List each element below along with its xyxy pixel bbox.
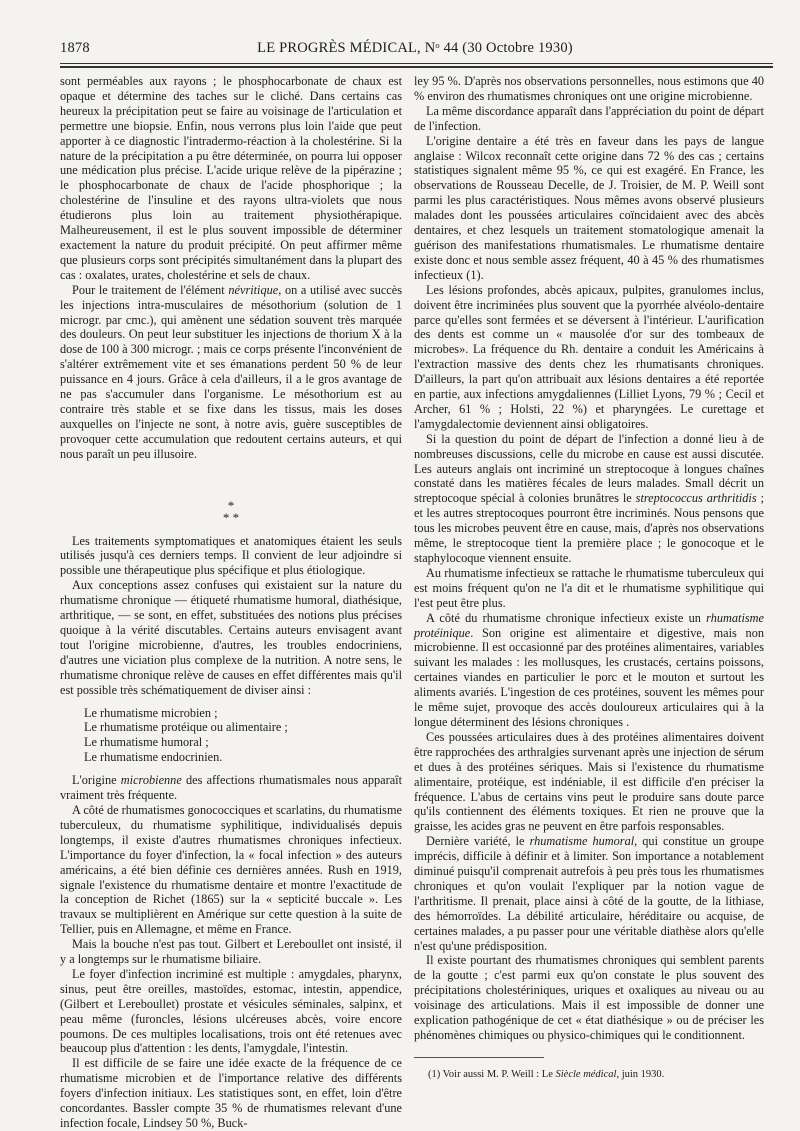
list-item: Le rhumatisme microbien ;: [84, 705, 218, 720]
paragraph: Les lésions profondes, abcès apicaux, pulpites, granulomes inclus, doivent être incriminées plus souvent que la pyorrhée alvéolo-dentaire parce qu'elles sont fermées et se déversent à l'intérieur. L'aurification des dents est comme un « mausolée d'or sur des tombeaux de microbes». La fréquence du Rh. dentaire a conduit les Américains à l'extraction massive des dents chez les rhumatisants chroniques. D'ailleurs, la part qu'on attribuait aux lésions dentaires a été reportée en partie, aux infections amygdaliennes (Lilliet Lyons, 79 % ; Cecil et Archer, 61 % ; Holsti, 22 %) et pharyngées. Le curettage et l'amygdalectomie deviennent ainsi obligatoires.: [414, 282, 764, 431]
paragraph: L'origine microbienne des affections rhumatismales nous apparaît vraiment très fréquente.: [60, 773, 402, 803]
paragraph: Il existe pourtant des rhumatismes chroniques qui semblent parents de la goutte ; c'est parmi eux qu'on constate le plus souvent des précipitations cholestériniques, uriques et oxaliques au niveau ou au voisinage des articulations. Mais il est impossible de donner une explication pathogénique de cet « état diathésique » ou de préciser les phénomènes chimiques ou physico-chimiques qui le conditionnent.: [414, 953, 764, 1042]
paragraph: Dernière variété, le rhumatisme humoral, qui constitue un groupe imprécis, difficile à définir et à limiter. Son importance a notablement diminué puisqu'il comprenait autrefois à peu près tous les rhumatismes chroniques et qu'on voulait l'expliquer par la notion vague de l'arthritisme. Il prenait, place ainsi à côté de la goutte, de la lithiase, des hémorroïdes. La débilité articulaire, héréditaire ou acquise, de certaines malades, a pu passer pour une véritable diathèse alors qu'elle n'est qu'une prédisposition.: [414, 834, 764, 953]
paragraph: Si la question du point de départ de l'infection a donné lieu à de nombreuses discussions, celle du microbe en cause est aussi discutée. Les auteurs anglais ont incriminé un streptocoque à longues chaînes constaté dans les matières fécales de leurs malades. Small décrit un streptocoque spécial à colonies brunâtres le streptococcus arthritidis ; et les autres streptocoques pourront être incriminés. Nous pensons que tous les microbes peuvent être en cause, mais, d'après nos observations même, le streptocoque tient la première place ; le gonocoque et le staphylocoque viennent ensuite.: [414, 431, 764, 565]
page-number: 1878: [60, 40, 90, 56]
section-separator-asterism: * * *: [222, 497, 240, 525]
paragraph: Les traitements symptomatiques et anatomiques étaient les seuls utilisés jusqu'à ces derniers temps. Il convient de leur adjoindre si possible une thérapeutique plus spécifique et plus étiologique.: [60, 533, 402, 578]
footnote: (1) Voir aussi M. P. Weill : Le Siècle médical, juin 1930.: [428, 1068, 665, 1080]
paragraph: Le foyer d'infection incriminé est multiple : amygdales, pharynx, sinus, peut être oreilles, mastoïdes, estomac, intestin, appendice, (Gilbert et Lereboullet) prostate et vésicules séminales, salpinx, et peau même (furoncles, lésions ulcéreuses abcès, voire encore poumons. De ces multiples localisations, trois ont été retenues avec beaucoup plus d'attention : les dents, l'amygdale, l'intestin.: [60, 966, 402, 1056]
running-title: LE PROGRÈS MÉDICAL, Nᵒ 44 (30 Octobre 1930): [257, 40, 573, 56]
header-rule-thick: [60, 66, 773, 68]
paragraph: Au rhumatisme infectieux se rattache le rhumatisme tuberculeux qui est moins fréquent qu'on ne l'a dit et le rhumatisme syphilitique qui l'est peut être plus.: [414, 565, 764, 610]
paragraph: Ces poussées articulaires dues à des protéines alimentaires doivent être rapprochées des arthralgies survenant après une injection de sérum et dues à des protéines sériques. Mais si l'existence du rhumatisme alimentaire, protéique, est indéniable, il est difficile d'en préciser la fréquence. L'abus de certains vins peut le produire sans doute parce qu'ils contiennent des éléments toxiques. Et rien ne prouve que la graisse, les acides gras ne peuvent en être parfois responsables.: [414, 729, 764, 834]
paragraph: La même discordance apparaît dans l'appréciation du point de départ de l'infection.: [414, 103, 764, 133]
paragraph: Il est difficile de se faire une idée exacte de la fréquence de ce rhumatisme microbien et de l'importance relative des différents foyers d'infection initiaux. Les statistiques sont, en effet, loin d'être concordantes. Bassler compte 35 % de rhumatismes relevant d'une infection focale, Lindsey 50 %, Buck-: [60, 1056, 402, 1130]
paragraph: L'origine dentaire a été très en faveur dans les pays de langue anglaise : Wilcox reconnaît cette origine dans 72 % des cas ; certains statistiques signalent même 95 %, ce qui est exagéré. En France, les observations de Rousseau Decelle, de J. Troisier, de M. P. Weill sont parmi les plus caractéristiques. Nous mêmes avons observé plusieurs malades dont les poussées articulaires coïncidaient avec des abcès dentaires, et chez lesquels un traitement stomatologique amenait la guérison des manifestations rhumatismales. Le rhumatisme dentaire existe donc et nous semble assez fréquent, 40 à 45 % des rhumatismes infectieux (1).: [414, 133, 764, 282]
right-column: [414, 74, 764, 1083]
paragraph: A côté du rhumatisme chronique infectieux existe un rhumatisme protéinique. Son origine est alimentaire et digestive, mais non microbienne. Il est occasionné par des protéines alimentaires, variables suivant les malades : les mollusques, les crustacés, certains poissons, certaines viandes en particulier le porc et le mouton et surtout les aliments avariés. L'ingestion de ces protéines, souvent les mêmes pour le même sujet, provoque des accès douloureux articulaires qui à la longue déterminent des lésions chroniques .: [414, 610, 764, 729]
list-item: Le rhumatisme protéique ou alimentaire ;: [84, 720, 288, 735]
page-header: [60, 36, 770, 58]
paragraph: Aux conceptions assez confuses qui existaient sur la nature du rhumatisme chronique — étiqueté rhumatisme humoral, diathésique, arthritique, — se sont, en effet, substituées des notions plus précises quoique à la vérité discutables. Certains auteurs envisagent avant tout l'origine microbienne, d'autres, les troubles endocriniens, d'autres une viciation plus complexe de la nutrition. A notre sens, le rhumatisme chronique relève de causes en effet différentes mais qu'il est possible très schématiquement de diviser ainsi :: [60, 578, 402, 697]
left-column: [60, 74, 402, 1131]
paragraph: Mais la bouche n'est pas tout. Gilbert et Lereboullet ont insisté, il y a longtemps sur le rhumatisme biliaire.: [60, 937, 402, 967]
rhumatism-type-list: [60, 706, 402, 766]
footnote-rule: [414, 1057, 544, 1068]
paragraph: sont perméables aux rayons ; le phosphocarbonate de chaux est opaque et détermine des taches sur le cliché. Dans certains cas heureux la précipitation peut se faire au voisinage de l'articulation et permettre une biopsie. Enfin, nous verrons plus loin l'aide que peut apporter à ce diagnostic l'intradermo-réaction à la cholestérine. Si la nature de la précipitation a pu être déterminée, on pourra lui opposer une médication plus précise. L'acide urique relève de la pipérazine ; le phosphocarbonate de chaux de l'acide phosphorique ; la cholestérine de l'insuline et des rayons ultra-violets que nous étudierons plus loin au traitement physiothérapique. Malheureusement, il est le plus souvent impossible de déterminer exactement la nature du produit précipité. On peut affirmer même que plusieurs corps sont précipités simultanément dans la plupart des cas : oxalates, urates, cholestérine et sels de chaux.: [60, 74, 402, 282]
list-item: Le rhumatisme humoral ;: [84, 735, 209, 750]
header-rule-thin: [60, 63, 773, 64]
paragraph: A côté de rhumatismes gonococciques et scarlatins, du rhumatisme tuberculeux, du rhumatisme syphilitique, individualisés depuis longtemps, il existe d'autres rhumatismes chroniques infectieux. L'importance du foyer d'infection, la « focal infection » des auteurs américains, a été bien définie ces dernières années. Rush en 1919, signale l'existence du rhumatisme dentaire et montre l'exactitude de la conception de Richet (1865) sur la « septicité buccale ». Les travaux se multiplièrent en Amérique sur cette question à la suite de Tellier, puis en Allemagne, et même en France.: [60, 802, 402, 937]
paragraph: Pour le traitement de l'élément névritique, on a utilisé avec succès les injections intra-musculaires de mésothorium (solution de 1 microgr. par cmc.), qui amènent une sédation souvent très marquée des douleurs. On peut leur substituer les injections de thorium X à la dose de 100 à 300 microgr. ; mais ce corps présente l'inconvénient de s'altérer extrêmement vite et ses émanations perdent 50 % de leur puissance en 4 jours. Grâce à cela d'ailleurs, il a le gros avantage de ne pas s'accumuler dans l'organisme. Le mésothorium est au contraire très stable et se fixe dans les tissus, mais les doses auxquelles on l'injecte ne sont, à notre avis, guère susceptibles de provoquer cette accumulation que redoutent certains auteurs, et qui nous paraît un peu illusoire.: [60, 282, 402, 461]
paragraph: ley 95 %. D'après nos observations personnelles, nous estimons que 40 % environ des rhumatismes chroniques ont une origine microbienne.: [414, 74, 764, 103]
list-item: Le rhumatisme endocrinien.: [84, 750, 223, 765]
